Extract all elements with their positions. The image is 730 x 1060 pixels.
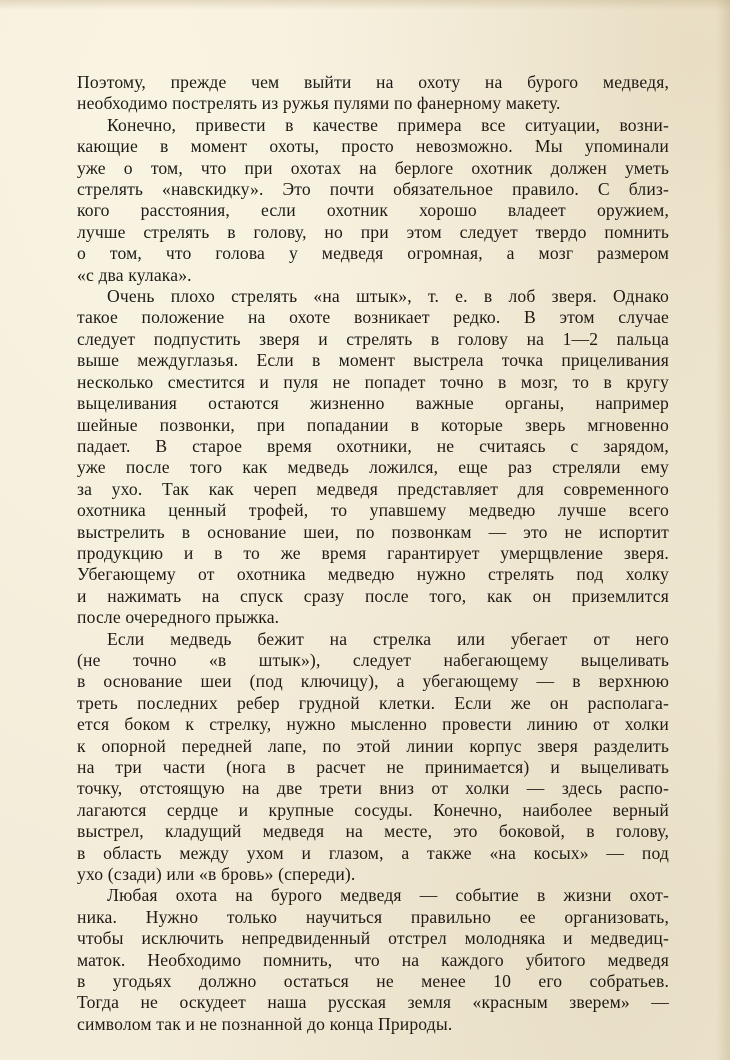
text-line: такое положение на охоте возникает редко. В этом случае <box>77 307 669 328</box>
text-line: выстрел, кладущий медведя на месте, это боковой, в голову, <box>77 821 669 842</box>
text-line: чтобы исключить непредвиденный отстрел молодняка и медведиц- <box>77 928 669 949</box>
text-line: (не точно «в штык»), следует набегающему выцеливать <box>77 649 669 670</box>
text-line: Очень плохо стрелять «на штык», т. е. в лоб зверя. Однако <box>107 286 669 307</box>
paragraph-3 <box>77 286 669 629</box>
text-line: Поэтому, прежде чем выйти на охоту на бурого медведя, <box>77 72 669 92</box>
text-line: на три части (нога в расчет не принимается) и выцеливать <box>77 757 669 777</box>
text-line: шейные позвонки, при попадании в которые зверь мгновенно <box>77 414 669 435</box>
text-line: кого расстояния, если охотник хорошо владеет оружием, <box>77 200 669 221</box>
text-line: выше междуглазья. Если в момент выстрела точка прицеливания <box>77 350 669 371</box>
text-line: за ухо. Так как череп медведя представляет для современного <box>77 478 669 499</box>
text-line: ника. Нужно только научиться правильно ее организовать, <box>77 906 669 927</box>
paragraph-1 <box>77 72 669 115</box>
text-line: выцеливания остаются жизненно важные органы, например <box>77 393 669 414</box>
text-line: маток. Необходимо помнить, что на каждого убитого медведя <box>77 949 669 970</box>
text-line: несколько сместится и пуля не попадет точно в мозг, то в кругу <box>77 371 669 392</box>
text-line: «с два кулака». <box>77 264 192 285</box>
text-line: лагаются сердце и крупные сосуды. Конечно, наиболее верный <box>77 799 669 820</box>
text-line: в угодьях должно остаться не менее 10 его собратьев. <box>77 971 669 992</box>
page-edge-shadow <box>716 0 730 1060</box>
text-line: Конечно, привести в качестве примера все ситуации, возни- <box>107 114 669 135</box>
text-line: лучше стрелять в голову, но при этом следует твердо помнить <box>77 221 669 242</box>
text-line: кающие в момент охоты, просто невозможно. Мы упоминали <box>77 136 669 157</box>
text-line: уже о том, что при охотах на берлоге охотник должен уметь <box>77 157 669 178</box>
text-line: продукцию и в то же время гарантирует умерщвление зверя. <box>77 542 669 563</box>
body-text <box>77 72 669 1035</box>
text-line: Любая охота на бурого медведя — событие в жизни охот- <box>107 885 669 906</box>
text-line: после очередного прыжка. <box>77 607 280 628</box>
text-line: в область между ухом и глазом, а также «на косых» — под <box>77 842 669 863</box>
text-line: падает. В старое время охотники, не считаясь с зарядом, <box>77 435 669 456</box>
text-line: выстрелить в основание шеи, по позвонкам — это не испортит <box>77 521 669 542</box>
text-line: и нажимать на спуск сразу после того, как он приземлится <box>77 585 669 606</box>
text-line: точку, отстоящую на две трети вниз от холки — здесь распо- <box>77 778 669 799</box>
text-line: ухо (сзади) или «в бровь» (спереди). <box>77 864 356 885</box>
text-line: стрелять «навскидку». Это почти обязательное правило. С близ- <box>77 179 669 200</box>
text-line: охотника ценный трофей, то упавшему медведю лучше всего <box>77 500 669 521</box>
text-line: Тогда не оскудеет наша русская земля «красным зверем» — <box>77 992 669 1013</box>
paragraph-2 <box>77 115 669 286</box>
text-line: символом так и не познанной до конца Природы. <box>77 1013 453 1034</box>
text-line: о том, что голова у медведя огромная, а мозг размером <box>77 243 669 264</box>
text-line: ется боком к стрелку, нужно мысленно провести линию от холки <box>77 714 669 735</box>
paragraph-4 <box>77 629 669 886</box>
text-line: следует подпустить зверя и стрелять в голову на 1—2 пальца <box>77 328 669 349</box>
text-line: треть последних ребер грудной клетки. Если же он располага- <box>77 692 669 713</box>
text-line: к опорной передней лапе, по этой линии корпус зверя разделить <box>77 735 669 756</box>
text-line: уже после того как медведь ложился, еще раз стреляли ему <box>77 457 669 478</box>
paragraph-5 <box>77 885 669 1035</box>
text-line: необходимо пострелять из ружья пулями по фанерному макету. <box>77 93 561 114</box>
text-line: Убегающему от охотника медведю нужно стрелять под холку <box>77 564 669 585</box>
text-line: Если медведь бежит на стрелка или убегает от него <box>107 628 669 649</box>
text-line: в основание шеи (под ключицу), а убегающему — в верхнюю <box>77 671 669 692</box>
page-top-shadow <box>0 0 730 10</box>
